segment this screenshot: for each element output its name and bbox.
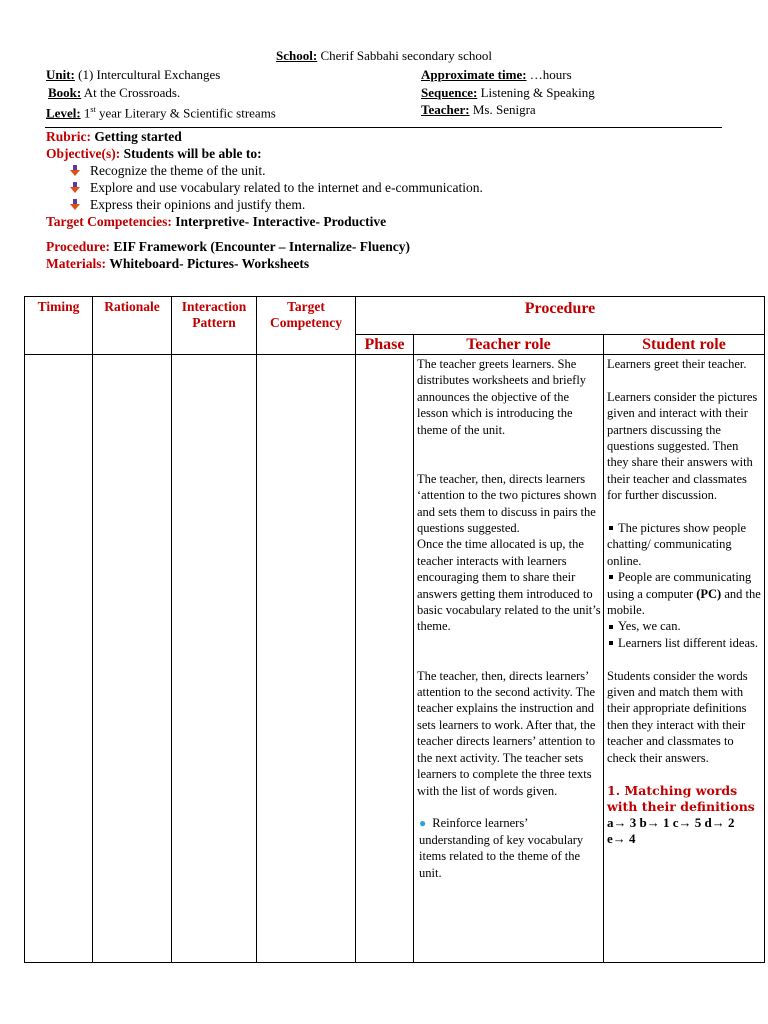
student-answer-3: Yes, we can. bbox=[607, 618, 762, 634]
school-label: School: bbox=[276, 48, 318, 63]
materials-value: Whiteboard- Pictures- Worksheets bbox=[109, 256, 310, 271]
student-role-cell bbox=[604, 355, 765, 963]
header-right bbox=[421, 66, 595, 119]
square-bullet-icon bbox=[609, 575, 613, 579]
level-label: Level: bbox=[46, 105, 81, 121]
rationale-header: Rationale bbox=[93, 297, 172, 355]
student-step-greet: Learners greet their teacher. bbox=[607, 357, 747, 371]
rationale-cell bbox=[93, 355, 172, 963]
level-line bbox=[46, 101, 276, 122]
teacher-step-reinforce: ● Reinforce learners’ understanding of key vocabulary items related to the theme of the unit. bbox=[419, 816, 584, 880]
procedure-header: Procedure bbox=[356, 297, 765, 335]
teacher-label: Teacher: bbox=[421, 102, 470, 117]
arrow-down-icon bbox=[70, 199, 80, 210]
level-sup: st bbox=[90, 105, 96, 114]
book-line bbox=[46, 84, 276, 102]
matching-title: 1. Matching words with their definitions bbox=[607, 782, 755, 814]
rubric-line bbox=[46, 128, 483, 145]
target-competency-header: Target Competency bbox=[257, 297, 356, 355]
competencies-value: Interpretive- Interactive- Productive bbox=[175, 214, 387, 229]
school-value: Cherif Sabbahi secondary school bbox=[320, 48, 492, 63]
timing-cell bbox=[25, 355, 93, 963]
level-value: year Literary & Scientific streams bbox=[99, 105, 276, 121]
unit-line bbox=[46, 66, 276, 84]
materials-line bbox=[46, 255, 483, 272]
phase-cell bbox=[356, 355, 414, 963]
materials-label: Materials: bbox=[46, 256, 106, 271]
book-value: At the Crossroads. bbox=[83, 84, 181, 100]
time-value: …hours bbox=[529, 67, 572, 82]
student-answer-2: People are communicating using a computer (PC) and the mobile. bbox=[607, 570, 761, 618]
level-num: 1 bbox=[83, 105, 91, 121]
procedure-line bbox=[46, 238, 483, 255]
header-left bbox=[46, 66, 276, 122]
matching-answers-2: e→ 4 bbox=[607, 830, 636, 846]
competencies-label: Target Competencies: bbox=[46, 214, 172, 229]
time-label: Approximate time: bbox=[421, 67, 527, 82]
interaction-header: Interaction Pattern bbox=[172, 297, 257, 355]
procedure-value: EIF Framework (Encounter – Internalize- Fluency) bbox=[113, 239, 410, 254]
sequence-value: Listening & Speaking bbox=[480, 84, 595, 100]
rubric-label: Rubric: bbox=[46, 129, 91, 144]
target-competency-cell bbox=[257, 355, 356, 963]
phase-header: Phase bbox=[356, 335, 414, 355]
procedure-label: Procedure: bbox=[46, 239, 110, 254]
list-item: Explore and use vocabulary related to the internet and e-communication. bbox=[46, 179, 483, 196]
rubric-value: Getting started bbox=[94, 129, 182, 144]
student-role-header: Student role bbox=[604, 335, 765, 355]
teacher-role-header: Teacher role bbox=[414, 335, 604, 355]
teacher-value: Ms. Senigra bbox=[472, 102, 536, 117]
teacher-step-greet: The teacher greets learners. She distributes worksheets and briefly announces the objective of the lesson which is introducing the theme of the unit. bbox=[417, 357, 587, 437]
sequence-line bbox=[421, 84, 595, 102]
student-answer-4: Learners list different ideas. bbox=[607, 635, 762, 651]
teacher-step-pictures: The teacher, then, directs learners ‘attention to the two pictures shown and sets them to discuss in pairs the questions suggested. bbox=[417, 471, 597, 536]
competencies-line bbox=[46, 213, 483, 230]
sequence-label: Sequence: bbox=[421, 84, 478, 100]
timing-header: Timing bbox=[25, 297, 93, 355]
student-step-consider: Learners consider the pictures given and interact with their partners discussing the questions suggested. Then they share their answers with their teacher and classmates for further discussion. bbox=[607, 389, 758, 503]
objectives-intro: Students will be able to: bbox=[123, 146, 262, 161]
arrow-down-icon bbox=[70, 182, 80, 193]
lesson-info bbox=[46, 128, 483, 272]
arrow-down-icon bbox=[70, 165, 80, 176]
book-label: Book: bbox=[48, 84, 82, 100]
matching-answers-1: a→ 3 b→ 1 c→ 5 d→ 2 bbox=[607, 814, 735, 830]
teacher-step-interact: Once the time allocated is up, the teacher interacts with learners encouraging them to share their answers getting them introduced to basic vocabulary related to the unit’s theme. bbox=[417, 537, 601, 634]
objectives-list bbox=[46, 162, 483, 213]
school-line bbox=[0, 48, 768, 64]
list-item: Recognize the theme of the unit. bbox=[46, 162, 483, 179]
objectives-label: Objective(s): bbox=[46, 146, 121, 161]
square-bullet-icon bbox=[609, 641, 613, 645]
list-item: Express their opinions and justify them. bbox=[46, 196, 483, 213]
lesson-plan-table bbox=[24, 296, 765, 963]
time-line bbox=[421, 66, 595, 84]
objectives-line bbox=[46, 145, 483, 162]
student-step-match: Students consider the words given and match them with their appropriate definitions then they interact with their teacher and classmates to check their answers. bbox=[607, 668, 748, 765]
teacher-role-cell bbox=[414, 355, 604, 963]
unit-value: (1) Intercultural Exchanges bbox=[78, 67, 221, 82]
unit-label: Unit: bbox=[46, 67, 75, 82]
square-bullet-icon bbox=[609, 526, 613, 530]
square-bullet-icon bbox=[609, 625, 613, 629]
bullet-dot-icon: ● bbox=[419, 816, 427, 831]
student-answer-1: The pictures show people chatting/ communicating online. bbox=[607, 521, 747, 568]
teacher-line bbox=[421, 101, 595, 119]
interaction-cell bbox=[172, 355, 257, 963]
teacher-step-activity: The teacher, then, directs learners’ attention to the second activity. The teacher explains the instruction and sets learners to work. After that, the teacher directs learners’ attention to the next activity. The teacher sets learners to complete the three texts with the list of words given. bbox=[417, 668, 596, 798]
